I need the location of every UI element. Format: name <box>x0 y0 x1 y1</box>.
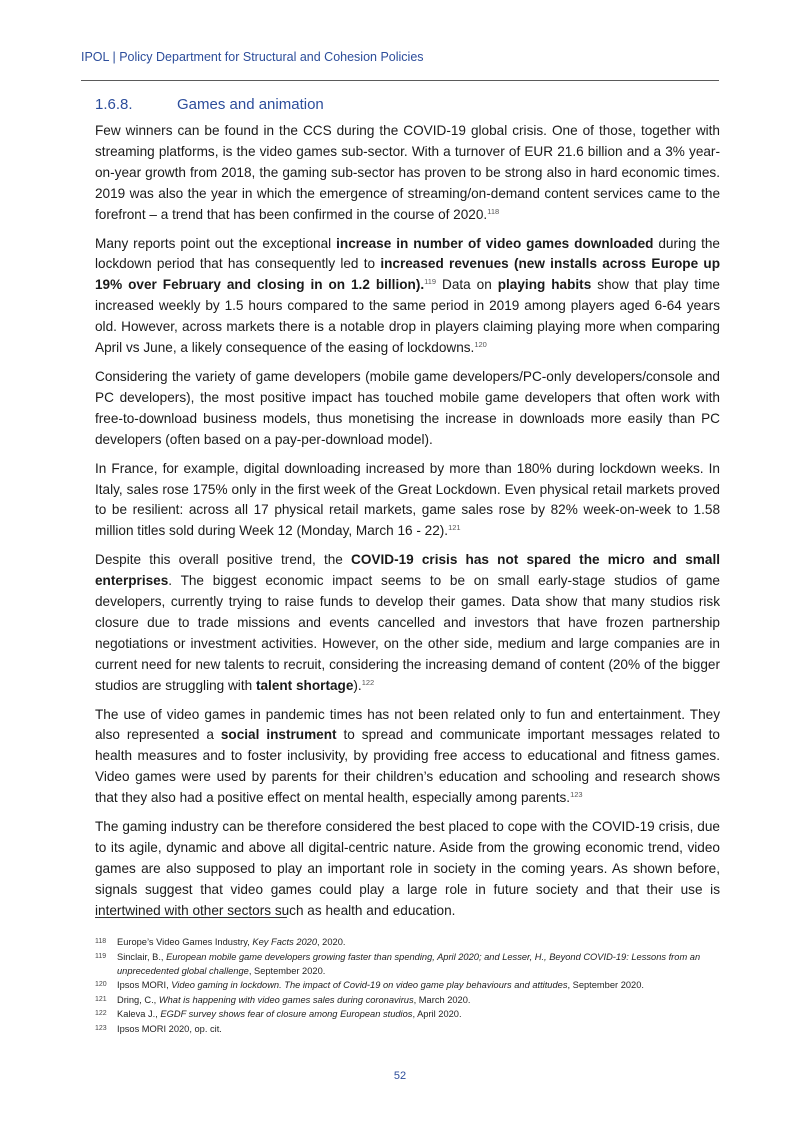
footnote-ref: 118 <box>487 206 500 216</box>
text-run: , April 2020. <box>412 1009 462 1019</box>
footnote-ref: 121 <box>448 523 461 533</box>
paragraph <box>95 705 720 810</box>
footnote-ref: 119 <box>424 277 437 287</box>
italic-text: EGDF survey shows fear of closure among European studios <box>160 1009 413 1019</box>
bold-text: social instrument <box>220 727 337 743</box>
text-run: Europe’s Video Games Industry, <box>117 937 253 947</box>
body-text <box>95 121 720 930</box>
text-run: Despite this overall positive trend, the <box>95 552 352 568</box>
text-run: The gaming industry can be therefore considered the best placed to cope with the COVID-19 crisis, due to its agile, dynamic and above all digital-centric nature. Aside from the growing economic trend, video games are also supposed to play an important role in society in the coming years. As shown before, signals suggest that video games could play a large role in future society and that their use is intertwined with other sectors such as health and education. <box>95 819 720 918</box>
footnote <box>95 1022 720 1036</box>
paragraph <box>95 459 720 543</box>
header-divider <box>81 80 719 81</box>
bold-text: increased revenues (new installs across Europe up 19% over February and closing in on 1.2 billion). <box>95 256 720 293</box>
text-run: Ipsos MORI 2020, op. cit. <box>117 1023 222 1034</box>
bold-text: talent shortage <box>255 677 354 693</box>
text-run: . The biggest economic impact seems to be on small early-stage studios of game developers, currently trying to raise funds to develop their games. Data show that many studios risk closure due to trade missions and events cancelled and investors that have frozen partnership negotiations or investment activities. However, on the other side, medium and large companies are in current need for new talents to recruit, considering the increasing demand of content (20% of the bigger studios are struggling with <box>95 573 720 693</box>
footnote-ref: 122 <box>361 677 375 687</box>
paragraph <box>95 121 720 226</box>
footnote-number: 123 <box>95 1024 107 1032</box>
section-title: Games and animation <box>177 96 324 113</box>
page-number: 52 <box>393 1070 407 1082</box>
paragraph <box>95 817 720 922</box>
text-run: Sinclair, B., <box>117 951 167 962</box>
bold-text: increase in number of video games downloaded <box>336 235 654 251</box>
text-run: , March 2020. <box>413 994 471 1005</box>
text-run: Few winners can be found in the CCS during the COVID-19 global crisis. One of those, together with streaming platforms, is the video games sub-sector. With a turnover of EUR 21.6 billion and a 3% year-on-year growth from 2018, the gaming sub-sector has proven to be strong also in hard economic times. 2019 was also the year in which the emergence of streaming/on-demand content services came to the forefront – a trend that has been confirmed in the course of 2020. <box>95 123 720 222</box>
italic-text: European mobile game developers growing faster than spending, April 2020; and Lesser, H., Beyond COVID-19: Lessons from an unprecedented global challenge <box>117 951 701 976</box>
text-run: to spread and communicate important messages related to health measures and to foster inclusivity, by providing free access to educational and fitness games. Video games were used by parents for their children’s education and schooling and research shows that they also had a positive effect on mental health, especially among parents. <box>95 727 720 806</box>
footnote <box>95 978 720 992</box>
text-run: Kaleva J., <box>117 1009 161 1019</box>
italic-text: What is happening with video games sales during coronavirus <box>158 994 414 1005</box>
text-run: Ipsos MORI, <box>117 980 172 990</box>
footnote <box>95 1007 720 1021</box>
italic-text: Video gaming in lockdown. The impact of Covid-19 on video game play behaviours and attitudes <box>171 980 568 990</box>
footnote-number: 120 <box>95 981 107 988</box>
text-run: , 2020. <box>317 937 346 947</box>
bold-text: playing habits <box>497 277 592 293</box>
text-run: ). <box>353 677 362 693</box>
footnote-number: 119 <box>95 952 107 960</box>
paragraph <box>95 367 720 451</box>
paragraph <box>95 234 720 359</box>
text-run: In France, for example, digital downloading increased by more than 180% during lockdown weeks. In Italy, sales rose 175% only in the first week of the Great Lockdown. Even physical retail markets proved to be resilient: across all 17 physical retail markets, game sales rose by 82% week-on-week to 1.58 million titles sold during Week 12 (Monday, March 16 - 22). <box>95 460 720 539</box>
section-heading <box>95 96 324 113</box>
text-run: show that play time increased weekly by 1.5 hours compared to the same period in 2019 among players aged 6-64 years old. However, across markets there is a notable drop in players claiming playing more when comparing April vs June, a likely consequence of the easing of lockdowns. <box>95 277 720 356</box>
footnotes <box>95 935 720 1036</box>
paragraph <box>95 550 720 696</box>
text-run: The use of video games in pandemic times has not been related only to fun and entertainment. They also represented a <box>95 706 720 743</box>
footnote <box>95 993 720 1007</box>
footnote-ref: 123 <box>570 790 583 800</box>
footnote-ref: 120 <box>474 340 487 350</box>
text-run: , September 2020. <box>567 980 644 990</box>
running-header: IPOL | Policy Department for Structural and Cohesion Policies <box>81 50 424 64</box>
footnote <box>95 950 720 978</box>
text-run: , September 2020. <box>248 965 326 976</box>
footnote <box>95 935 720 949</box>
text-run: Dring, C., <box>117 994 159 1005</box>
text-run: during the lockdown period that has consequently led to <box>95 235 720 272</box>
italic-text: Key Facts 2020 <box>252 937 318 947</box>
footnote-divider <box>95 917 287 918</box>
text-run: Considering the variety of game developers (mobile game developers/PC-only developers/console and PC developers), the most positive impact has touched mobile game developers that often work with free-to-download business models, thus monetising the increase in downloads more easily than PC developers (often based on a pay-per-download model). <box>95 368 720 447</box>
bold-text: COVID-19 crisis has not spared the micro and small enterprises <box>95 552 720 589</box>
section-number: 1.6.8. <box>95 96 133 113</box>
text-run: Many reports point out the exceptional <box>95 235 337 251</box>
text-run: Data on <box>436 277 498 293</box>
footnote-number: 122 <box>95 1010 107 1017</box>
footnote-number: 121 <box>95 995 107 1003</box>
footnote-number: 118 <box>95 938 107 945</box>
